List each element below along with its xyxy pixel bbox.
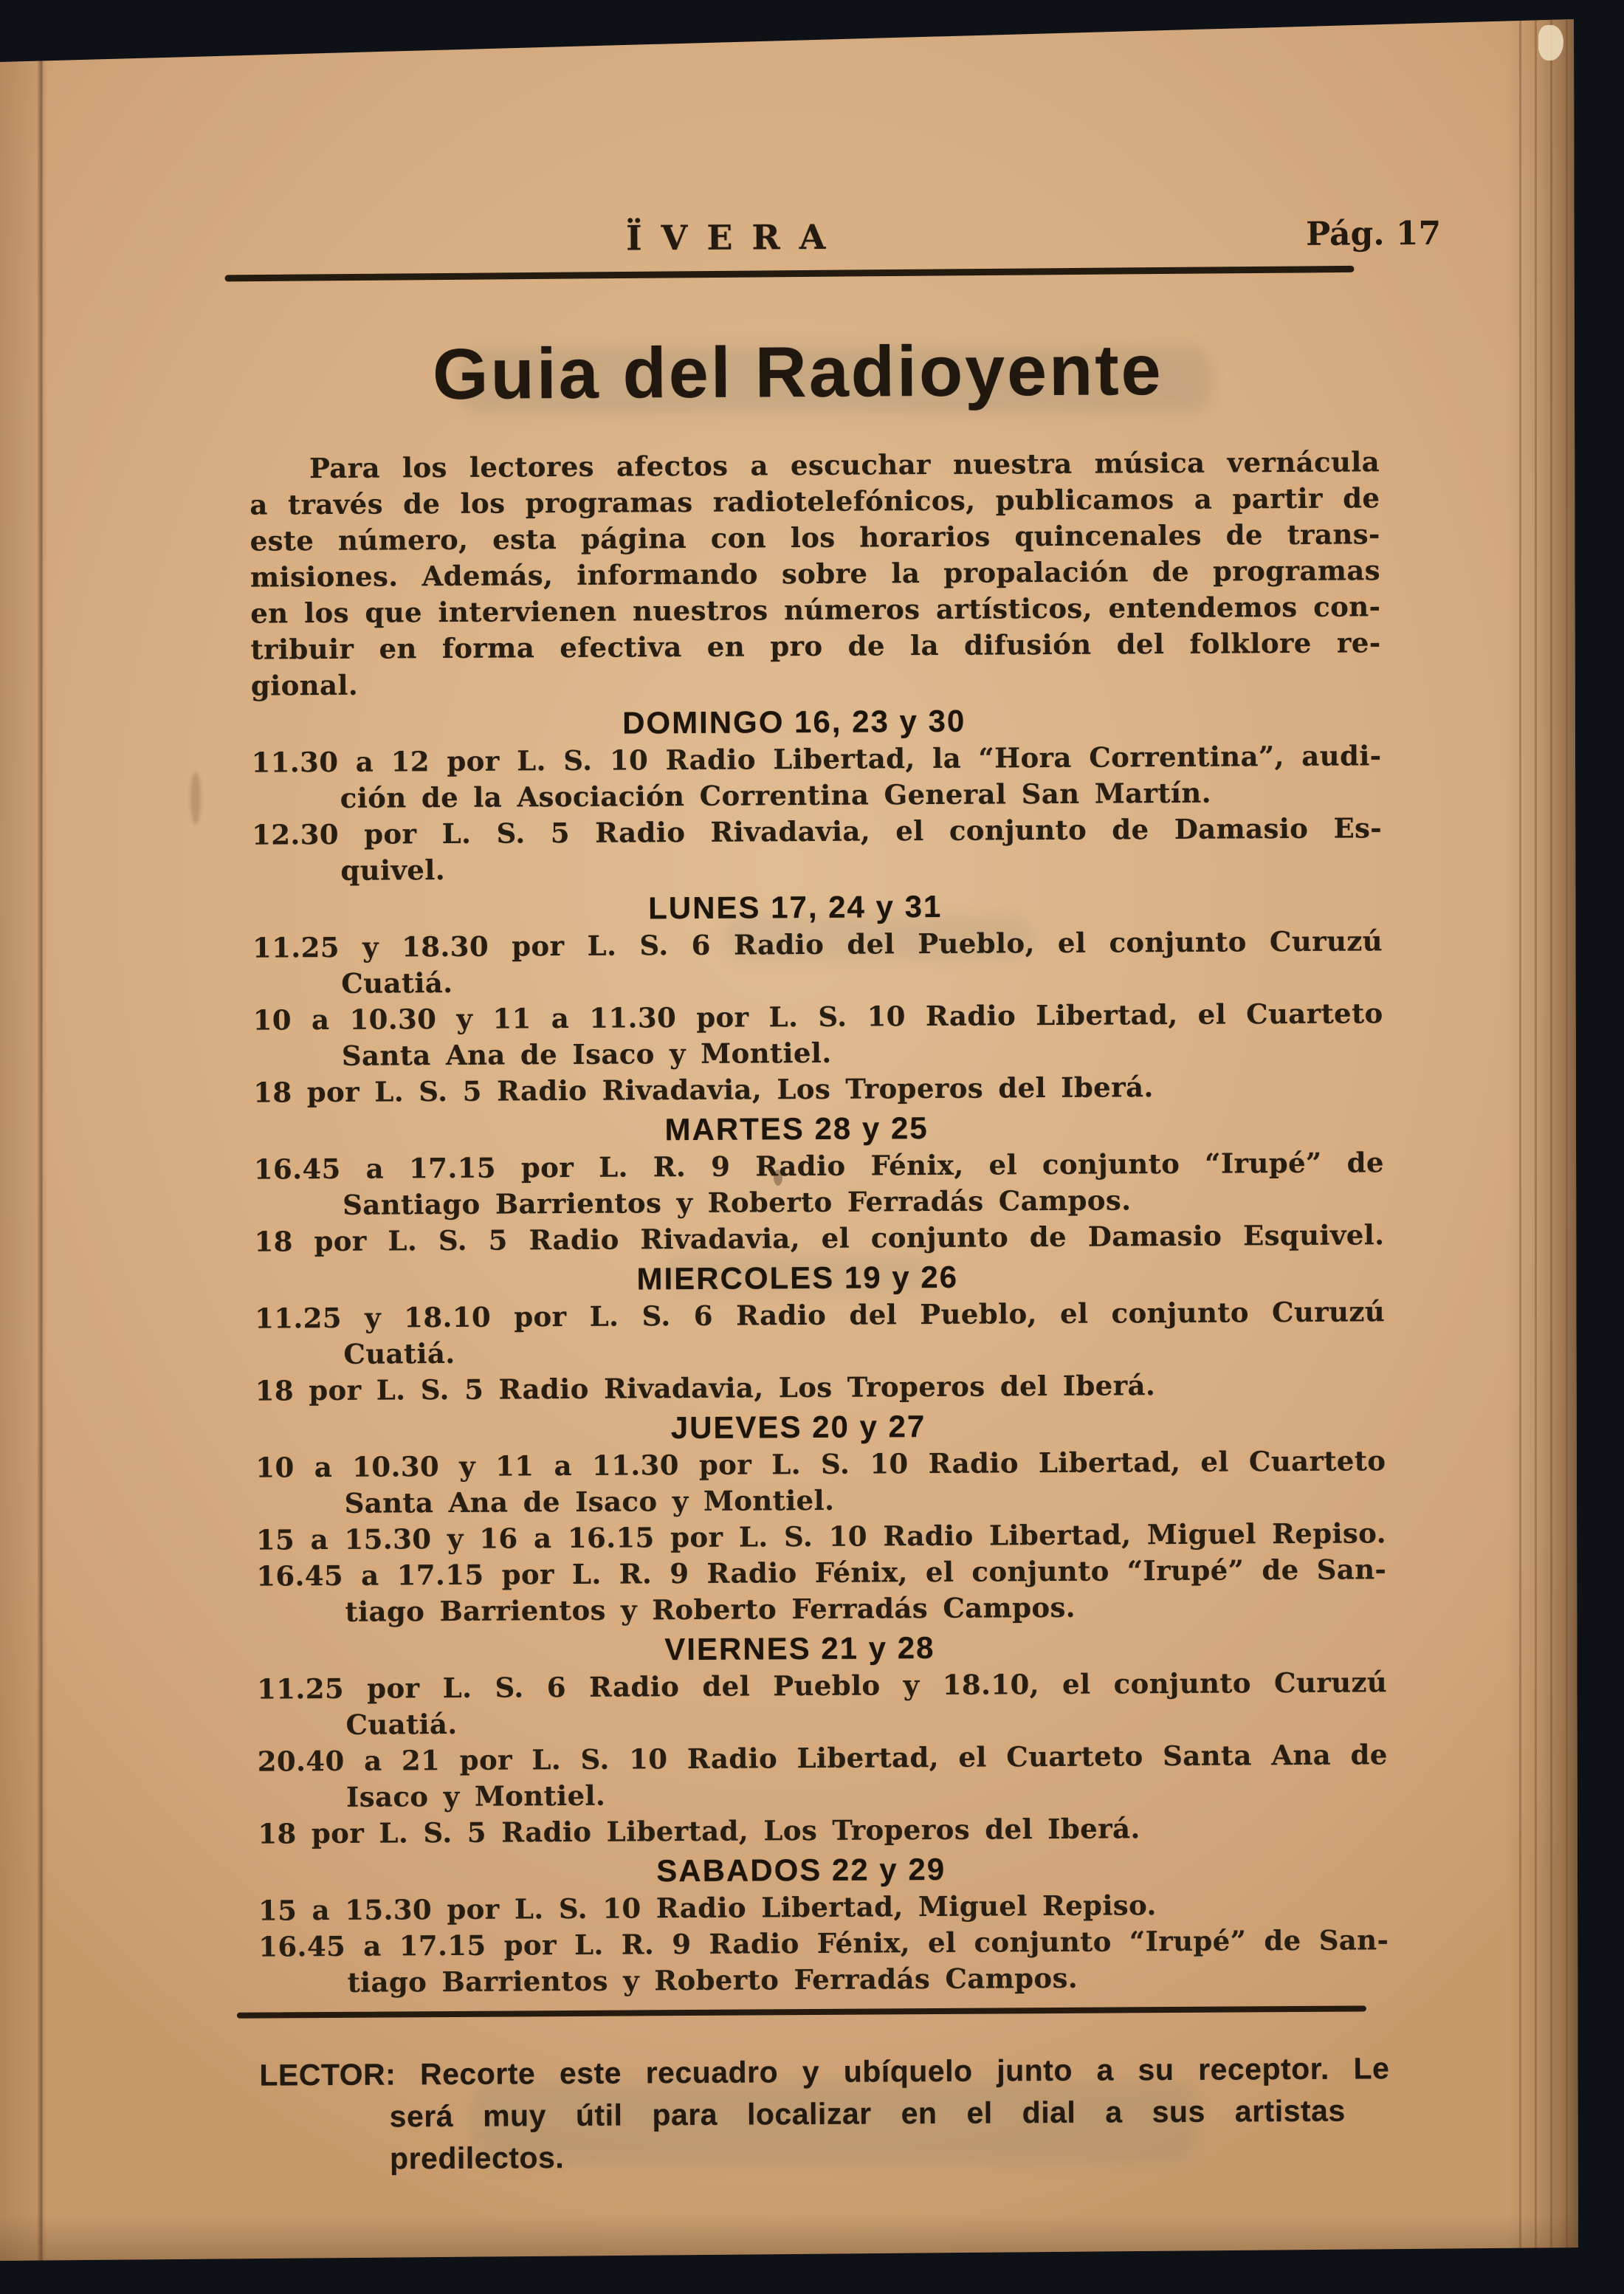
schedule-section-miercoles	[255, 1256, 1386, 1409]
lector-label: LECTOR:	[259, 2057, 396, 2092]
schedule-line: 11.25 y 18.30 por L. S. 6 Radio del Pueblo, el conjunto Curuzú	[252, 924, 1383, 964]
schedule-section-sabados	[258, 1848, 1389, 2001]
day-heading: VIERNES 21 y 28	[664, 1630, 935, 1667]
schedule-line: 16.45 a 17.15 por L. R. 9 Radio Fénix, el conjunto “Irupé” de San-	[258, 1923, 1389, 1963]
intro-line: en los que intervienen nuestros números artísticos, entendemos con-	[250, 590, 1381, 630]
schedule-line: 15 a 15.30 y 16 a 16.15 por L. S. 10 Radio Libertad, Miguel Repiso.	[255, 1517, 1387, 1556]
schedule-line: 16.45 a 17.15 por L. R. 9 Radio Fénix, el conjunto “Irupé” de San-	[256, 1553, 1387, 1593]
intro-line: este número, esta página con los horarios quincenales de trans-	[250, 518, 1380, 557]
intro-line: tribuir en forma efectiva en pro de la difusión del folklore re-	[250, 626, 1381, 666]
schedule-line: 20.40 a 21 por L. S. 10 Radio Libertad, el Cuarteto Santa Ana de	[257, 1738, 1388, 1778]
footer-line	[259, 2047, 1389, 2096]
schedule-line: Cuatiá.	[341, 966, 453, 1000]
article-title: Guia del Radioyente	[432, 329, 1163, 415]
schedule-line: 15 a 15.30 por L. S. 10 Radio Libertad, Miguel Repiso.	[258, 1889, 1157, 1927]
schedule-line: 18 por L. S. 5 Radio Rivadavia, el conjunto de Damasio Esquivel.	[254, 1218, 1385, 1258]
schedule-line: Cuatiá.	[343, 1336, 455, 1370]
schedule-line: quivel.	[340, 854, 446, 887]
schedule-line: Isaco y Montiel.	[345, 1779, 606, 1813]
day-heading: MIERCOLES 19 y 26	[636, 1259, 959, 1297]
schedule-section-viernes	[257, 1627, 1389, 1852]
schedule-line: 18 por L. S. 5 Radio Libertad, Los Troperos del Iberá.	[258, 1812, 1140, 1850]
schedule-line: 11.30 a 12 por L. S. 10 Radio Libertad, la “Hora Correntina”, audi-	[251, 739, 1382, 779]
schedule-line: Santa Ana de Isaco y Montiel.	[344, 1483, 835, 1519]
intro-paragraph	[250, 444, 1381, 704]
publication-name: ÏVERA	[626, 216, 845, 258]
day-heading: LUNES 17, 24 y 31	[647, 888, 943, 926]
schedule-section-lunes	[252, 885, 1384, 1110]
header-divider-rule	[224, 266, 1354, 282]
day-heading: DOMINGO 16, 23 y 30	[622, 703, 966, 741]
schedule-line: Santiago Barrientos y Roberto Ferradás Campos.	[343, 1184, 1132, 1221]
day-heading: MARTES 28 y 25	[664, 1110, 929, 1147]
lector-notice	[259, 2047, 1390, 2180]
schedule-line: 18 por L. S. 5 Radio Rivadavia, Los Troperos del Iberá.	[253, 1071, 1154, 1109]
day-heading: SABADOS 22 y 29	[656, 1851, 946, 1889]
page-number: Pág. 17	[1305, 214, 1442, 253]
schedule-line: tiago Barrientos y Roberto Ferradás Campos.	[345, 1590, 1076, 1628]
schedule-line: 10 a 10.30 y 11 a 11.30 por L. S. 10 Radio Libertad, el Cuarteto	[255, 1444, 1386, 1484]
intro-line: misiones. Además, informando sobre la propalación de programas	[250, 554, 1381, 594]
schedule-line: tiago Barrientos y Roberto Ferradás Campos.	[347, 1961, 1078, 1999]
intro-line: a través de los programas radiotelefónicos, publicamos a partir de	[250, 481, 1380, 521]
footer-divider-rule	[237, 2005, 1366, 2018]
schedule-line: 11.25 por L. S. 6 Radio del Pueblo y 18.10, el conjunto Curuzú	[257, 1666, 1388, 1706]
schedule-section-domingo	[251, 700, 1382, 889]
article	[249, 329, 1390, 2180]
schedule-line: 18 por L. S. 5 Radio Rivadavia, Los Troperos del Iberá.	[255, 1369, 1156, 1407]
schedule-line: 11.25 y 18.10 por L. S. 6 Radio del Pueblo, el conjunto Curuzú	[254, 1295, 1386, 1335]
footer-text: Recorte este recuadro y ubíquelo junto a su receptor. Le	[419, 2051, 1390, 2092]
footer-line: predilectos.	[389, 2140, 565, 2176]
intro-line: gional.	[250, 668, 359, 702]
schedule-line: 16.45 a 17.15 por L. R. 9 Radio Fénix, el conjunto “Irupé” de	[253, 1146, 1384, 1186]
schedule-section-martes	[253, 1107, 1384, 1260]
schedule-line: 10 a 10.30 y 11 a 11.30 por L. S. 10 Radio Libertad, el Cuarteto	[252, 997, 1383, 1037]
schedule-section-jueves	[255, 1405, 1387, 1630]
schedule-line: ción de la Asociación Correntina General San Martín.	[340, 776, 1212, 814]
intro-line: Para los lectores afectos a escuchar nuestra música vernácula	[309, 445, 1380, 485]
footer-line: será muy útil para localizar en el dial a sus artistas	[389, 2093, 1346, 2134]
day-heading: JUEVES 20 y 27	[670, 1409, 926, 1446]
schedule-line: Santa Ana de Isaco y Montiel.	[341, 1036, 832, 1072]
schedule-line: Cuatiá.	[345, 1707, 458, 1741]
schedule-line: 12.30 por L. S. 5 Radio Rivadavia, el conjunto de Damasio Es-	[251, 811, 1383, 851]
